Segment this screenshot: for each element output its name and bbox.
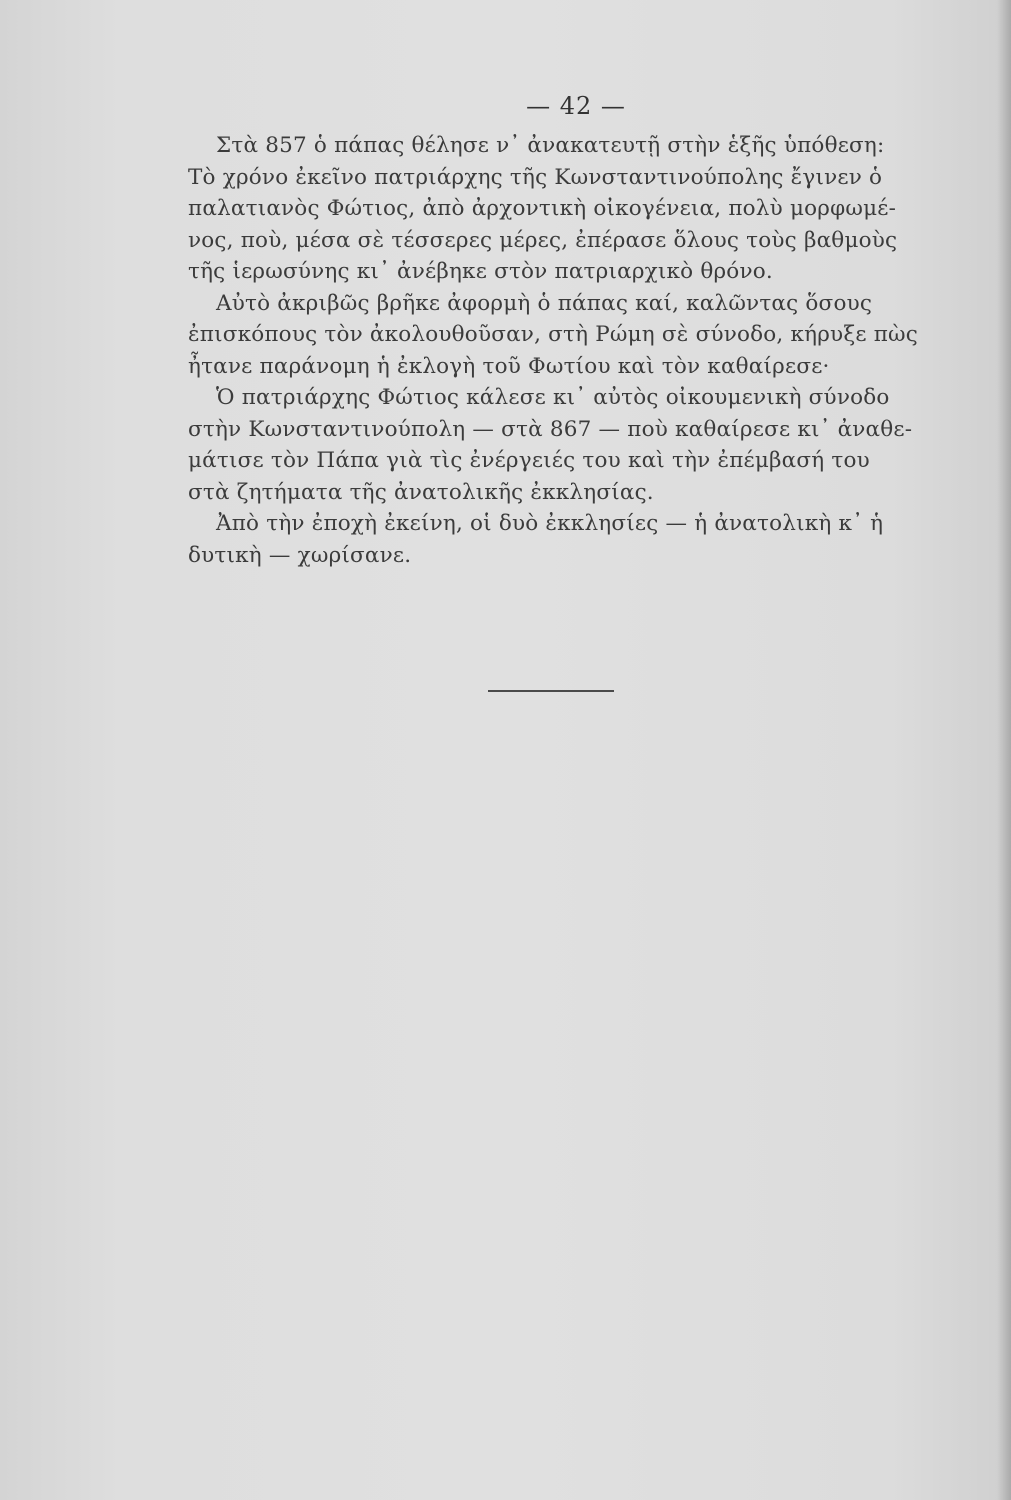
body-text: [188, 130, 962, 571]
text-line: τῆς ἱερωσύνης κι᾿ ἀνέβηκε στὸν πατριαρχικὸ θρόνο.: [188, 259, 773, 284]
text-line: μάτισε τὸν Πάπα γιὰ τὶς ἐνέργειές του καὶ τὴν ἐπέμβασή του: [188, 448, 870, 473]
text-line: νος, ποὺ, μέσα σὲ τέσσερες μέρες, ἐπέρασε ὅλους τοὺς βαθμοὺς: [188, 227, 898, 253]
text-line: στὴν Κωνσταντινούπολη — στὰ 867 — ποὺ καθαίρεσε κι᾿ ἀναθε-: [188, 416, 913, 442]
text-line: στὰ ζητήματα τῆς ἀνατολικῆς ἐκκλησίας.: [188, 479, 654, 505]
text-line: Τὸ χρόνο ἐκεῖνο πατριάρχης τῆς Κωνσταντινούπολης ἔγινεν ὁ: [188, 164, 883, 190]
text-line: ἦτανε παράνομη ἡ ἐκλογὴ τοῦ Φωτίου καὶ τὸν καθαίρεσε·: [188, 353, 830, 379]
page-edge-shadow: [997, 0, 1011, 1500]
text-line: Στὰ 857 ὁ πάπας θέλησε ν᾿ ἀνακατευτῇ στὴν ἑξῆς ὑπόθεση:: [216, 133, 885, 158]
text-line: παλατιανὸς Φώτιος, ἀπὸ ἀρχοντικὴ οἰκογένεια, πολὺ μορφωμέ-: [188, 196, 897, 221]
text-line: δυτικὴ — χωρίσανε.: [188, 542, 412, 568]
text-line: ἐπισκόπους τὸν ἀκολουθοῦσαν, στὴ Ρώμη σὲ σύνοδο, κήρυξε πὼς: [188, 322, 919, 347]
text-line: Ὁ πατριάρχης Φώτιος κάλεσε κι᾿ αὐτὸς οἰκουμενικὴ σύνοδο: [216, 385, 890, 410]
text-line: Ἀπὸ τὴν ἐποχὴ ἐκείνη, οἱ δυὸ ἐκκλησίες — ἡ ἀνατολικὴ κ᾿ ἡ: [216, 511, 884, 536]
page-number: — 42 —: [526, 92, 626, 120]
text-line: Αὐτὸ ἀκριβῶς βρῆκε ἀφορμὴ ὁ πάπας καί, καλῶντας ὅσους: [216, 290, 873, 316]
section-divider-rule: [488, 690, 614, 692]
